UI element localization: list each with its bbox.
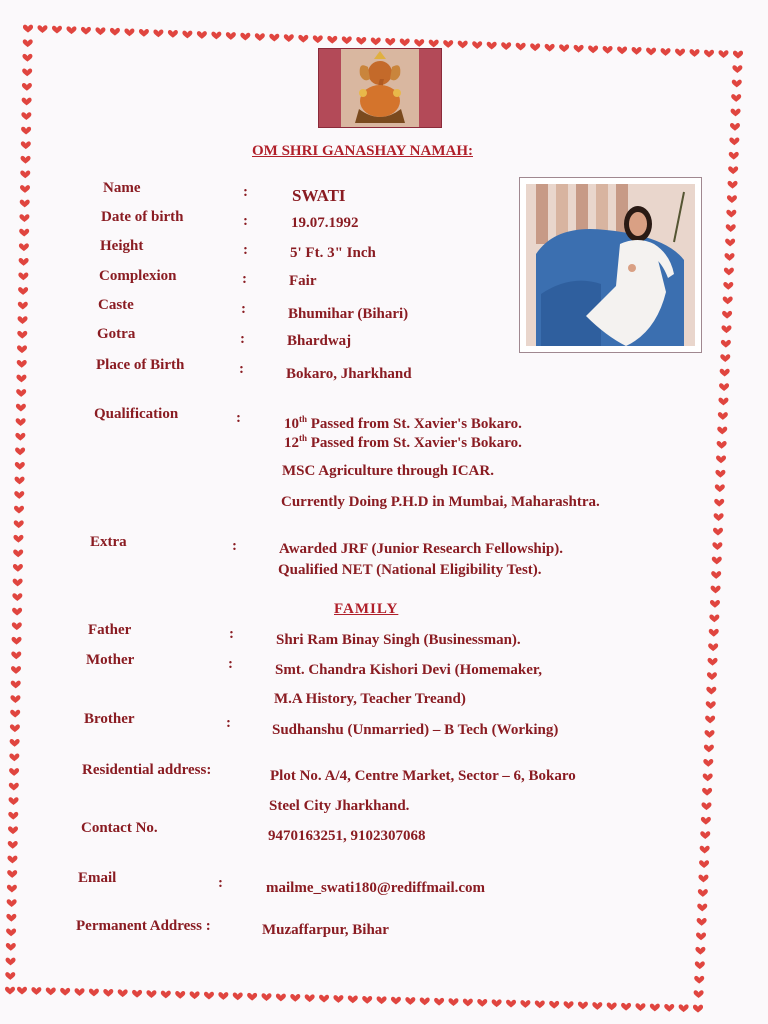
heart-icon xyxy=(197,31,207,39)
heart-icon xyxy=(711,571,721,579)
heart-icon xyxy=(247,993,257,1001)
heart-icon xyxy=(718,412,728,420)
heart-icon xyxy=(16,404,26,412)
separator: : xyxy=(242,271,247,287)
profile-photo-icon xyxy=(526,184,695,346)
separator: : xyxy=(243,242,248,258)
heart-icon xyxy=(733,51,743,59)
heart-icon xyxy=(429,40,439,48)
heart-icon xyxy=(703,759,713,767)
contact-label: Contact No. xyxy=(81,820,158,836)
father-value: Shri Ram Binay Singh (Businessman). xyxy=(276,632,521,648)
heart-icon xyxy=(13,535,23,543)
heart-icon xyxy=(19,243,29,251)
heart-icon xyxy=(139,29,149,37)
heart-icon xyxy=(16,418,26,426)
heart-icon xyxy=(204,992,214,1000)
heart-icon xyxy=(705,730,715,738)
separator: : xyxy=(239,361,244,377)
heart-icon xyxy=(5,972,15,980)
heart-icon xyxy=(472,41,482,49)
heart-icon xyxy=(617,47,627,55)
heart-icon xyxy=(699,860,709,868)
heart-icon xyxy=(592,1002,602,1010)
heart-icon xyxy=(22,54,32,62)
heart-icon xyxy=(15,433,25,441)
heart-icon xyxy=(6,943,16,951)
heart-icon xyxy=(724,268,734,276)
heart-icon xyxy=(20,185,30,193)
heart-icon xyxy=(218,992,228,1000)
heart-icon xyxy=(718,398,728,406)
heart-icon xyxy=(695,947,705,955)
heart-icon xyxy=(66,26,76,34)
qualification-line-2: 12th Passed from St. Xavier's Bokaro. xyxy=(284,433,522,451)
place-of-birth-value: Bokaro, Jharkhand xyxy=(286,366,412,382)
heart-icon xyxy=(13,579,23,587)
heart-icon xyxy=(715,484,725,492)
heart-icon xyxy=(16,389,26,397)
caste-value: Bhumihar (Bihari) xyxy=(288,306,409,322)
heart-icon xyxy=(700,831,710,839)
heart-icon xyxy=(17,345,27,353)
heart-icon xyxy=(103,989,113,997)
heart-icon xyxy=(728,181,738,189)
heart-icon xyxy=(697,918,707,926)
heart-icon xyxy=(477,999,487,1007)
heart-icon xyxy=(10,724,20,732)
heart-icon xyxy=(18,302,28,310)
heart-icon xyxy=(132,990,142,998)
heart-icon xyxy=(10,739,20,747)
heart-icon xyxy=(211,32,221,40)
heart-icon xyxy=(12,637,22,645)
heart-icon xyxy=(6,914,16,922)
heart-icon xyxy=(371,37,381,45)
heart-icon xyxy=(700,846,710,854)
separator: : xyxy=(226,715,231,731)
heart-icon xyxy=(305,994,315,1002)
heart-icon xyxy=(578,1002,588,1010)
heart-icon xyxy=(12,622,22,630)
heart-icon xyxy=(8,826,18,834)
heart-icon xyxy=(17,360,27,368)
heart-icon xyxy=(709,629,719,637)
father-label: Father xyxy=(88,622,132,638)
heart-icon xyxy=(650,1004,660,1012)
height-value: 5' Ft. 3" Inch xyxy=(290,245,376,261)
dob-label: Date of birth xyxy=(101,209,184,225)
heart-icon xyxy=(731,109,741,117)
heart-icon xyxy=(717,427,727,435)
heart-icon xyxy=(721,340,731,348)
heart-icon xyxy=(14,520,24,528)
heart-icon xyxy=(448,998,458,1006)
residential-address-line-2: Steel City Jharkhand. xyxy=(269,798,410,814)
email-label: Email xyxy=(78,870,117,886)
qualification-line-4: Currently Doing P.H.D in Mumbai, Maharashtra. xyxy=(281,494,600,510)
heart-icon xyxy=(712,557,722,565)
heart-icon xyxy=(714,499,724,507)
heart-icon xyxy=(13,549,23,557)
heart-icon xyxy=(18,316,28,324)
heart-icon xyxy=(362,996,372,1004)
heart-icon xyxy=(284,34,294,42)
heart-icon xyxy=(679,1004,689,1012)
heart-icon xyxy=(81,27,91,35)
heart-icon xyxy=(20,171,30,179)
heart-icon xyxy=(709,614,719,622)
contact-value: 9470163251, 9102307068 xyxy=(268,828,426,844)
heart-icon xyxy=(705,716,715,724)
heart-icon xyxy=(732,80,742,88)
heart-icon xyxy=(719,383,729,391)
heart-icon xyxy=(545,44,555,52)
heart-icon xyxy=(391,997,401,1005)
heart-icon xyxy=(506,1000,516,1008)
heart-icon xyxy=(698,875,708,883)
separator: : xyxy=(229,626,234,642)
extra-label: Extra xyxy=(90,534,127,550)
heart-icon xyxy=(726,210,736,218)
heart-icon xyxy=(463,999,473,1007)
heart-icon xyxy=(15,447,25,455)
heart-icon xyxy=(9,768,19,776)
heart-icon xyxy=(7,885,17,893)
heart-icon xyxy=(719,50,729,58)
gotra-value: Bhardwaj xyxy=(287,333,352,349)
heart-icon xyxy=(708,643,718,651)
heart-icon xyxy=(15,462,25,470)
dob-value: 19.07.1992 xyxy=(291,215,359,231)
heart-icon xyxy=(564,1001,574,1009)
heart-icon xyxy=(175,991,185,999)
family-heading: FAMILY xyxy=(334,601,399,617)
heart-icon xyxy=(298,35,308,43)
heart-icon xyxy=(22,83,32,91)
heart-icon xyxy=(704,745,714,753)
heart-icon xyxy=(168,30,178,38)
heart-icon xyxy=(31,987,41,995)
heart-icon xyxy=(226,32,236,40)
heart-icon xyxy=(516,43,526,51)
heart-icon xyxy=(290,994,300,1002)
heart-icon xyxy=(721,325,731,333)
heart-icon xyxy=(706,701,716,709)
heart-icon xyxy=(233,992,243,1000)
heart-icon xyxy=(702,788,712,796)
separator: : xyxy=(228,656,233,672)
complexion-value: Fair xyxy=(289,273,317,289)
heart-icon xyxy=(726,224,736,232)
heart-icon xyxy=(12,593,22,601)
heart-icon xyxy=(706,687,716,695)
heart-icon xyxy=(5,987,15,995)
heart-icon xyxy=(118,989,128,997)
heart-icon xyxy=(635,1003,645,1011)
heart-icon xyxy=(342,36,352,44)
heart-icon xyxy=(729,137,739,145)
heart-icon xyxy=(15,477,25,485)
heart-icon xyxy=(190,991,200,999)
heart-icon xyxy=(46,988,56,996)
heart-icon xyxy=(19,258,29,266)
caste-label: Caste xyxy=(98,297,134,313)
heart-icon xyxy=(17,331,27,339)
heart-icon xyxy=(716,455,726,463)
heart-icon xyxy=(712,542,722,550)
mother-line-1: Smt. Chandra Kishori Devi (Homemaker, xyxy=(275,662,542,678)
heart-icon xyxy=(22,98,32,106)
heart-icon xyxy=(549,1001,559,1009)
qualification-line-3: MSC Agriculture through ICAR. xyxy=(282,463,494,479)
heart-icon xyxy=(110,28,120,36)
heart-icon xyxy=(17,987,27,995)
heart-icon xyxy=(725,239,735,247)
heart-icon xyxy=(13,564,23,572)
heart-icon xyxy=(95,27,105,35)
mother-line-2: M.A History, Teacher Treand) xyxy=(274,691,466,707)
gotra-label: Gotra xyxy=(97,326,136,342)
heart-icon xyxy=(694,976,704,984)
heart-icon xyxy=(646,48,656,56)
heart-icon xyxy=(730,123,740,131)
permanent-address-value: Muzaffarpur, Bihar xyxy=(262,922,389,938)
heart-icon xyxy=(704,50,714,58)
heart-icon xyxy=(20,200,30,208)
heart-icon xyxy=(710,600,720,608)
heart-icon xyxy=(269,34,279,42)
heart-icon xyxy=(240,33,250,41)
heart-icon xyxy=(9,754,19,762)
separator: : xyxy=(218,875,223,891)
separator: : xyxy=(241,301,246,317)
heart-icon xyxy=(385,38,395,46)
brother-value: Sudhanshu (Unmarried) – B Tech (Working) xyxy=(272,722,559,738)
heart-icon xyxy=(420,997,430,1005)
heart-icon xyxy=(723,282,733,290)
heart-icon xyxy=(161,991,171,999)
heart-icon xyxy=(458,41,468,49)
heart-icon xyxy=(182,31,192,39)
heart-icon xyxy=(720,369,730,377)
heart-icon xyxy=(19,229,29,237)
email-value: mailme_swati180@rediffmail.com xyxy=(266,880,486,896)
heart-icon xyxy=(698,889,708,897)
heart-icon xyxy=(89,989,99,997)
heart-icon xyxy=(21,156,31,164)
heart-icon xyxy=(574,45,584,53)
heart-icon xyxy=(75,988,85,996)
heart-icon xyxy=(7,870,17,878)
heart-icon xyxy=(530,43,540,51)
ganesha-emblem xyxy=(318,48,442,128)
heart-icon xyxy=(327,36,337,44)
heart-icon xyxy=(732,65,742,73)
heart-icon xyxy=(60,988,70,996)
heart-icon xyxy=(405,997,415,1005)
heart-icon xyxy=(621,1003,631,1011)
name-value: SWATI xyxy=(292,186,346,205)
heart-icon xyxy=(632,47,642,55)
heart-icon xyxy=(722,311,732,319)
separator: : xyxy=(243,213,248,229)
heart-icon xyxy=(9,797,19,805)
separator: : xyxy=(240,331,245,347)
heart-icon xyxy=(414,39,424,47)
heart-icon xyxy=(21,112,31,120)
heart-icon xyxy=(153,30,163,38)
heart-icon xyxy=(313,35,323,43)
heart-icon xyxy=(37,25,47,33)
heart-icon xyxy=(262,993,272,1001)
heart-icon xyxy=(701,817,711,825)
heart-icon xyxy=(714,513,724,521)
heart-icon xyxy=(11,681,21,689)
heart-icon xyxy=(7,899,17,907)
heart-icon xyxy=(276,994,286,1002)
heart-icon xyxy=(333,995,343,1003)
residential-address-label: Residential address: xyxy=(82,762,212,778)
heart-icon xyxy=(694,990,704,998)
heart-icon xyxy=(19,214,29,222)
heart-icon xyxy=(21,141,31,149)
heart-icon xyxy=(607,1002,617,1010)
separator: : xyxy=(236,410,241,426)
heart-icon xyxy=(708,658,718,666)
heart-icon xyxy=(443,40,453,48)
heart-icon xyxy=(7,856,17,864)
heart-icon xyxy=(725,253,735,261)
heart-icon xyxy=(520,1000,530,1008)
heart-icon xyxy=(146,990,156,998)
heart-icon xyxy=(728,166,738,174)
heart-icon xyxy=(11,666,21,674)
heart-icon xyxy=(9,783,19,791)
ganesha-icon xyxy=(319,49,441,127)
heart-icon xyxy=(14,491,24,499)
heart-icon xyxy=(10,695,20,703)
heart-icon xyxy=(729,152,739,160)
separator: : xyxy=(232,538,237,554)
heart-icon xyxy=(6,928,16,936)
place-of-birth-label: Place of Birth xyxy=(96,357,185,373)
heart-icon xyxy=(727,195,737,203)
heart-icon xyxy=(6,958,16,966)
heart-icon xyxy=(11,652,21,660)
heart-icon xyxy=(356,37,366,45)
heart-icon xyxy=(707,672,717,680)
heart-icon xyxy=(492,999,502,1007)
heart-icon xyxy=(348,996,358,1004)
height-label: Height xyxy=(100,238,144,254)
heart-icon xyxy=(23,25,33,33)
heart-icon xyxy=(124,28,134,36)
heart-icon xyxy=(603,46,613,54)
heart-icon xyxy=(487,42,497,50)
name-label: Name xyxy=(103,180,141,196)
heart-icon xyxy=(52,26,62,34)
heart-icon xyxy=(14,506,24,514)
heart-icon xyxy=(377,996,387,1004)
heart-icon xyxy=(703,773,713,781)
separator: : xyxy=(243,184,248,200)
heart-icon xyxy=(711,586,721,594)
heart-icon xyxy=(723,296,733,304)
heart-icon xyxy=(501,42,511,50)
mother-label: Mother xyxy=(86,652,135,668)
heart-icon xyxy=(400,39,410,47)
extra-line-2: Qualified NET (National Eligibility Test). xyxy=(278,562,542,578)
heart-icon xyxy=(18,287,28,295)
profile-photo xyxy=(519,177,702,353)
heart-icon xyxy=(696,932,706,940)
heart-icon xyxy=(664,1004,674,1012)
heart-icon xyxy=(255,33,265,41)
heart-icon xyxy=(319,995,329,1003)
heart-icon xyxy=(693,1005,703,1013)
permanent-address-label: Permanent Address : xyxy=(76,918,211,934)
heart-icon xyxy=(535,1001,545,1009)
heart-icon xyxy=(701,802,711,810)
heart-icon xyxy=(717,441,727,449)
heart-icon xyxy=(8,841,18,849)
heart-icon xyxy=(720,354,730,362)
extra-line-1: Awarded JRF (Junior Research Fellowship). xyxy=(279,541,564,557)
heart-icon xyxy=(16,375,26,383)
heart-icon xyxy=(8,812,18,820)
heart-icon xyxy=(434,998,444,1006)
heart-icon xyxy=(22,68,32,76)
heart-icon xyxy=(21,127,31,135)
heart-icon xyxy=(675,49,685,57)
heart-icon xyxy=(715,470,725,478)
brother-label: Brother xyxy=(84,711,135,727)
heart-icon xyxy=(661,48,671,56)
heart-icon xyxy=(713,528,723,536)
heart-icon xyxy=(697,904,707,912)
residential-address-line-1: Plot No. A/4, Centre Market, Sector – 6, Bokaro xyxy=(270,768,576,784)
heart-icon xyxy=(10,710,20,718)
page-heading: OM SHRI GANASHAY NAMAH: xyxy=(252,143,473,159)
heart-icon xyxy=(23,39,33,47)
complexion-label: Complexion xyxy=(99,268,177,284)
heart-icon xyxy=(18,273,28,281)
heart-icon xyxy=(690,49,700,57)
heart-icon xyxy=(731,94,741,102)
heart-icon xyxy=(695,961,705,969)
qualification-line-1: 10th Passed from St. Xavier's Bokaro. xyxy=(284,414,522,432)
qualification-label: Qualification xyxy=(94,406,179,422)
heart-icon xyxy=(588,45,598,53)
heart-icon xyxy=(12,608,22,616)
heart-icon xyxy=(559,44,569,52)
